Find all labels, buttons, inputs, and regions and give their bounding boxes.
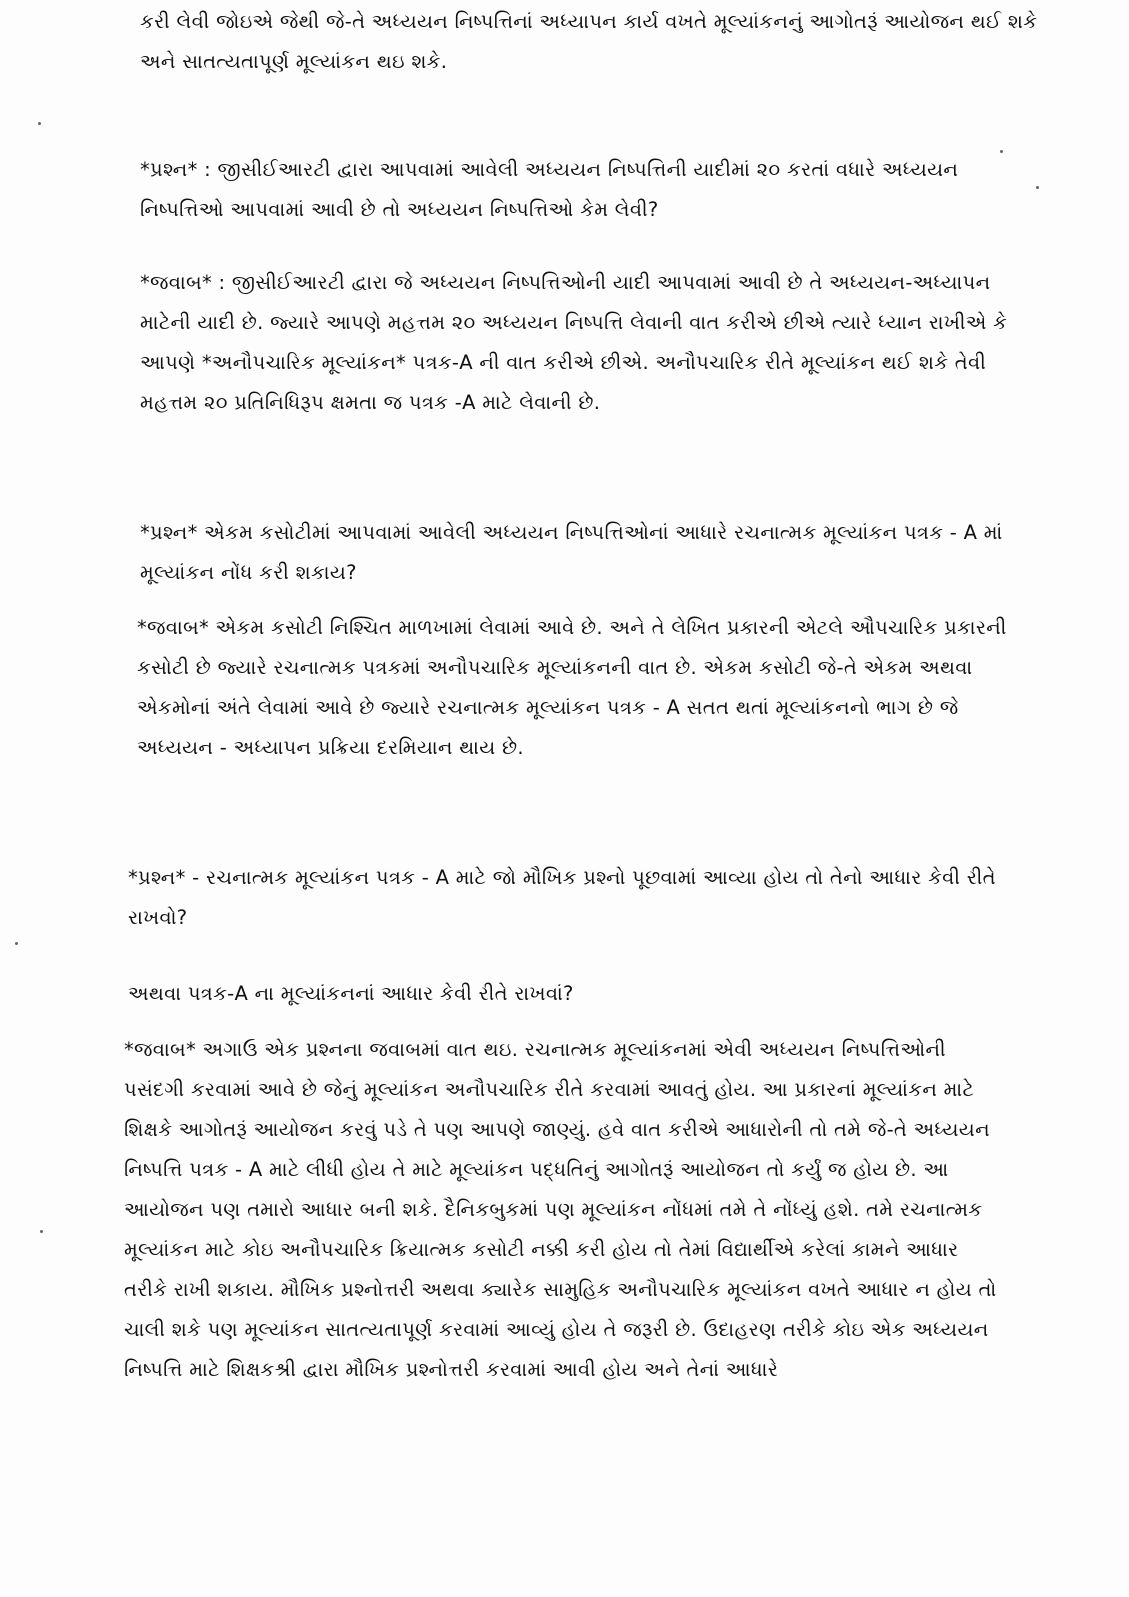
question-1: *પ્રશ્ન* : જીસીઈઆરટી દ્વારા આપવામાં આવેલી અધ્યયન નિષ્પત્તિની યાદીમાં ૨૦ કરતાં વધારે અધ્યયન નિષ્પત્તિઓ આપવામાં આવી છે તો અધ્યયન નિષ્પત્તિઓ કેમ લેવી?	[140, 158, 959, 221]
question-3-alternate: અથવા પત્રક-A ના મૂલ્યાંકનનાં આધાર કેવી રીતે રાખવાં?	[128, 982, 574, 1005]
question-2: *પ્રશ્ન* એકમ કસોટીમાં આપવામાં આવેલી અધ્યયન નિષ્પત્તિઓનાં આધારે રચનાત્મક મૂલ્યાંકન પત્રક - A માં મૂલ્યાંકન નોંધ કરી શકાય?	[140, 521, 1003, 584]
scan-speck	[40, 1230, 43, 1233]
answer-3: *જવાબ* અગાઉ એક પ્રશ્નના જવાબમાં વાત થઇ. રચનાત્મક મૂલ્યાંકનમાં એવી અધ્યયન નિષ્પત્તિઓની પસંદગી કરવામાં આવે છે જેનું મૂલ્યાંકન અનૌપચારિક રીતે કરવામાં આવતું હોય. આ પ્રકારનાં મૂલ્યાંકન માટે શિક્ષકે આગોતરૂં આયોજન કરવું પડે તે પણ આપણે જાણ્યું. હવે વાત કરીએ આધારોની તો તમે જે-તે અધ્યયન નિષ્પત્તિ પત્રક - A માટે લીધી હોય તે માટે મૂલ્યાંકન પદ્ધતિનું આગોતરૂં આયોજન તો કર્યું જ હોય છે. આ આયોજન પણ તમારો આધાર બની શકે. દૈનિકબુકમાં પણ મૂલ્યાંકન નોંધમાં તમે તે નોંધ્યું હશે. તમે રચનાત્મક મૂલ્યાંકન માટે કોઇ અનૌપચારિક ક્રિયાત્મક કસોટી નક્કી કરી હોય તો તેમાં વિદ્યાર્થીએ કરેલાં કામને આધાર તરીકે રાખી શકાય. મૌખિક પ્રશ્નોત્તરી અથવા ક્યારેક સામુહિક અનૌપચારિક મૂલ્યાંકન વખતે આધાર ન હોય તો ચાલી શકે પણ મૂલ્યાંકન સાતત્યતાપૂર્ણ કરવામાં આવ્યું હોય તે જરૂરી છે. ઉદાહરણ તરીકે કોઇ એક અધ્યયન નિષ્પત્તિ માટે શિક્ષકશ્રી દ્વારા મૌખિક પ્રશ્નોત્તરી કરવામાં આવી હોય અને તેનાં આધારે	[124, 1038, 997, 1381]
intro-paragraph: કરી લેવી જોઇએ જેથી જે-તે અધ્યયન નિષ્પત્તિનાં અધ્યાપન કાર્ય વખતે મૂલ્યાંકનનું આગોતરૂં આયોજન થઈ શકે અને સાતત્યતાપૂર્ણ મૂલ્યાંકન થઇ શકે.	[140, 10, 1038, 73]
answer-2: *જવાબ* એકમ કસોટી નિશ્ચિત માળખામાં લેવામાં આવે છે. અને તે લેખિત પ્રકારની એટલે ઔપચારિક પ્રકારની કસોટી છે જ્યારે રચનાત્મક પત્રકમાં અનૌપચારિક મૂલ્યાંકનની વાત છે. એકમ કસોટી જે-તે એકમ અથવા એકમોનાં અંતે લેવામાં આવે છે જ્યારે રચનાત્મક મૂલ્યાંકન પત્રક - A સતત થતાં મૂલ્યાંકનનો ભાગ છે જે અધ્યયન - અધ્યાપન પ્રક્રિયા દરમિયાન થાય છે.	[137, 616, 1007, 759]
question-3: *પ્રશ્ન* - રચનાત્મક મૂલ્યાંકન પત્રક - A માટે જો મૌખિક પ્રશ્નો પૂછવામાં આવ્યા હોય તો તેનો આધાર કેવી રીતે રાખવો?	[128, 866, 996, 929]
scan-speck	[15, 942, 18, 945]
scan-speck	[38, 122, 41, 125]
scan-speck	[1036, 186, 1039, 189]
answer-1: *જવાબ* : જીસીઈઆરટી દ્વારા જે અધ્યયન નિષ્પત્તિઓની યાદી આપવામાં આવી છે તે અધ્યયન-અધ્યાપન માટેની યાદી છે. જ્યારે આપણે મહત્તમ ૨૦ અધ્યયન નિષ્પત્તિ લેવાની વાત કરીએ છીએ ત્યારે ધ્યાન રાખીએ કે આપણે *અનૌપચારિક મૂલ્યાંકન* પત્રક-A ની વાત કરીએ છીએ. અનૌપચારિક રીતે મૂલ્યાંકન થઈ શકે તેવી મહત્તમ ૨૦ પ્રતિનિધિરૂપ ક્ષમતા જ પત્રક -A માટે લેવાની છે.	[140, 271, 1008, 414]
scan-speck	[1000, 150, 1003, 153]
